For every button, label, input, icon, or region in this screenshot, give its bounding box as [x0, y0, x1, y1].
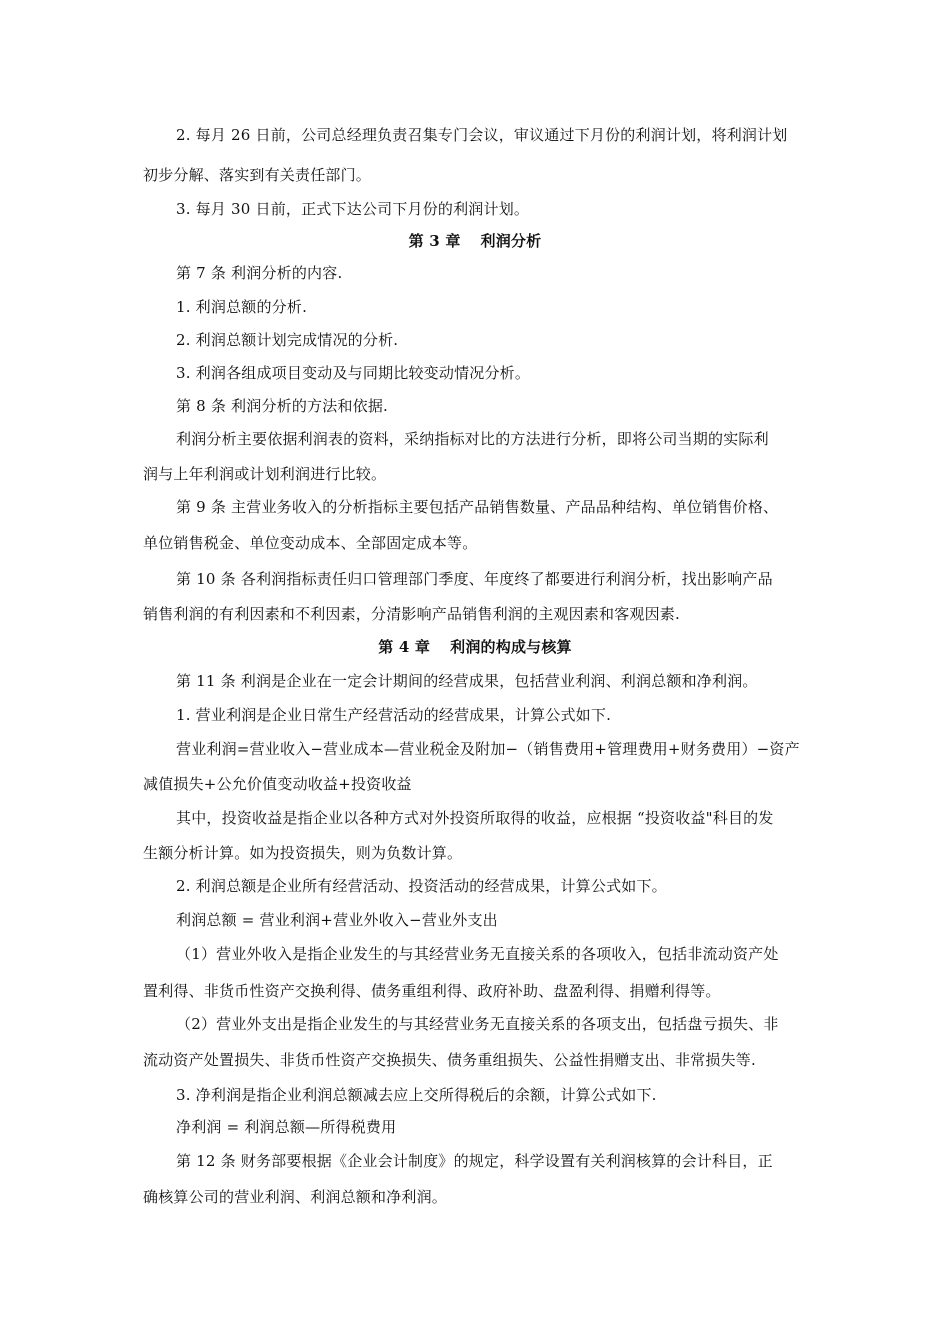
list-item: 3. 净利润是指企业利润总额减去应上交所得税后的余额，计算公式如下. [176, 1086, 657, 1104]
paragraph-line: 其中，投资收益是指企业以各种方式对外投资所取得的收益，应根据 “投资收益"科目的发 [176, 809, 774, 827]
chapter-number: 第 4 章 [378, 638, 431, 656]
list-item: 1. 营业利润是企业日常生产经营活动的经营成果，计算公式如下. [176, 706, 612, 724]
article-line: 第 10 条 各利润指标责任归口管理部门季度、年度终了都要进行利润分析，找出影响产品 [176, 570, 773, 588]
list-item: 1. 利润总额的分析. [176, 298, 308, 316]
paragraph-line: 利润分析主要依据利润表的资料，采纳指标对比的方法进行分析，即将公司当期的实际利 [176, 430, 769, 448]
paragraph-line: 销售利润的有利因素和不利因素，分清影响产品销售利润的主观因素和客观因素. [143, 605, 680, 623]
article-line: 第 7 条 利润分析的内容. [176, 264, 343, 282]
chapter-heading [0, 231, 950, 251]
article-line: 第 9 条 主营业务收入的分析指标主要包括产品销售数量、产品品种结构、单位销售价格、 [176, 498, 779, 516]
paragraph-line: 置利得、非货币性资产交换利得、债务重组利得、政府补助、盘盈利得、捐赠利得等。 [143, 982, 721, 1000]
formula-line: 营业利润=营业收入−营业成本—营业税金及附加−（销售费用+管理费用+财务费用）−资产 [176, 740, 800, 758]
paragraph-line: 流动资产处置损失、非货币性资产交换损失、债务重组损失、公益性捐赠支出、非常损失等. [143, 1051, 756, 1069]
paragraph-line: 2. 每月 26 日前，公司总经理负责召集专门会议，审议通过下月份的利润计划，将利润计划 [176, 126, 788, 144]
article-line: 第 12 条 财务部要根据《企业会计制度》的规定，科学设置有关利润核算的会计科目，正 [176, 1152, 773, 1170]
paragraph-line: 3. 每月 30 日前，正式下达公司下月份的利润计划。 [176, 200, 530, 218]
list-item: 3. 利润各组成项目变动及与同期比较变动情况分析。 [176, 364, 531, 382]
paragraph-line: 单位销售税金、单位变动成本、全部固定成本等。 [143, 534, 478, 552]
formula-line: 利润总额 = 营业利润+营业外收入−营业外支出 [176, 911, 498, 929]
formula-line: 净利润 = 利润总额—所得税费用 [176, 1118, 397, 1136]
list-item: 2. 利润总额计划完成情况的分析. [176, 331, 399, 349]
chapter-heading [0, 637, 950, 657]
chapter-number: 第 3 章 [408, 232, 461, 250]
paragraph-line: （2）营业外支出是指企业发生的与其经营业务无直接关系的各项支出，包括盘亏损失、非 [176, 1015, 779, 1033]
formula-line: 减值损失+公允价值变动收益+投资收益 [143, 775, 412, 793]
chapter-title: 利润的构成与核算 [450, 638, 572, 656]
paragraph-line: 生额分析计算。如为投资损失，则为负数计算。 [143, 844, 463, 862]
chapter-title: 利润分析 [480, 232, 542, 250]
list-item: 2. 利润总额是企业所有经营活动、投资活动的经营成果，计算公式如下。 [176, 877, 667, 895]
article-line: 第 11 条 利润是企业在一定会计期间的经营成果，包括营业利润、利润总额和净利润。 [176, 672, 758, 690]
paragraph-line: （1）营业外收入是指企业发生的与其经营业务无直接关系的各项收入，包括非流动资产处 [176, 945, 779, 963]
paragraph-line: 润与上年利润或计划利润进行比较。 [143, 465, 387, 483]
article-line: 第 8 条 利润分析的方法和依据. [176, 397, 389, 415]
paragraph-line: 确核算公司的营业利润、利润总额和净利润。 [143, 1188, 448, 1206]
paragraph-line: 初步分解、落实到有关责任部门。 [143, 166, 372, 184]
